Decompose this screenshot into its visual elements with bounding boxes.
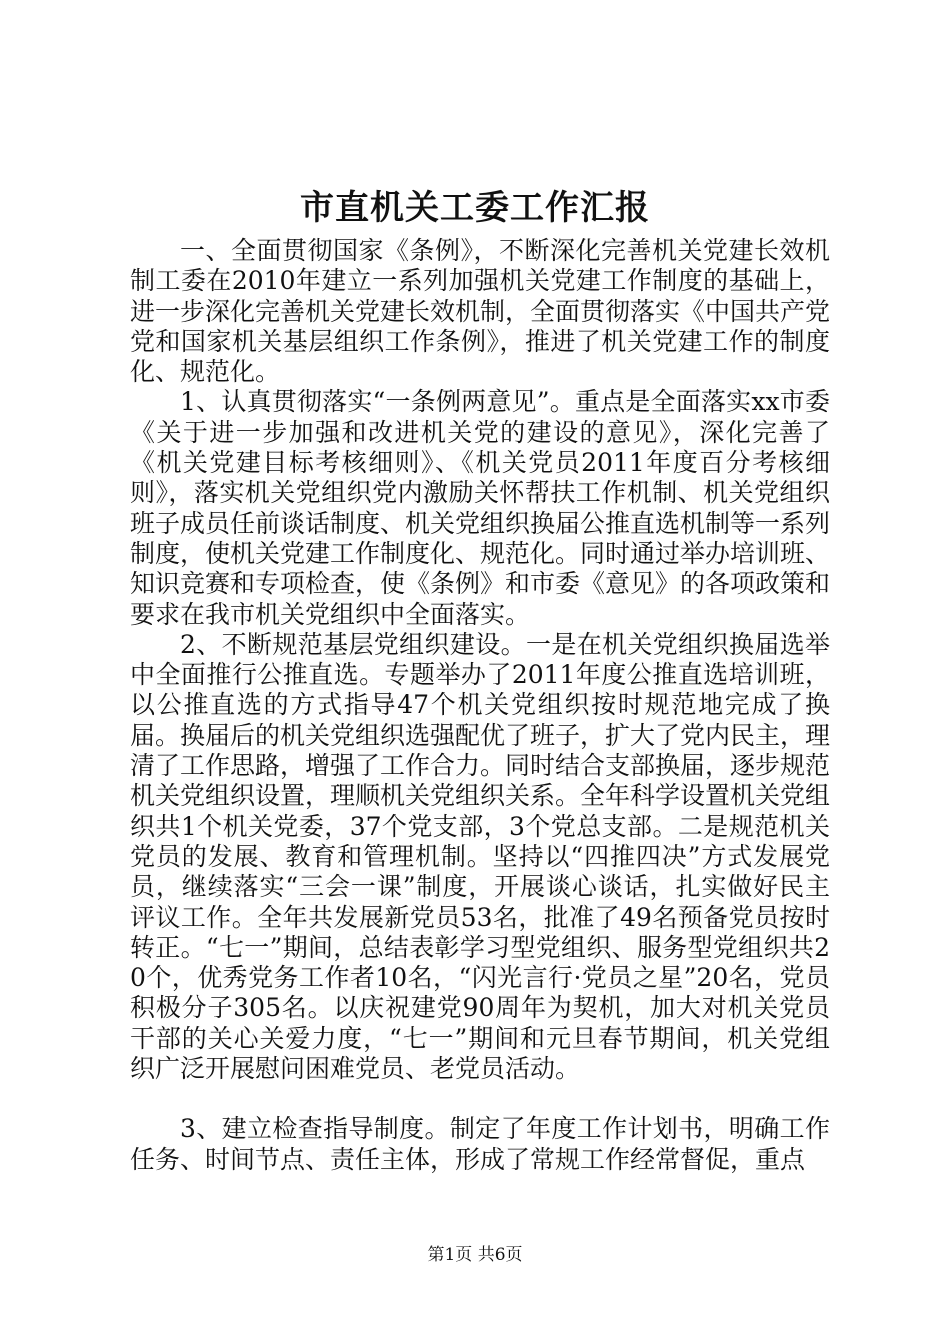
paragraph-3: 2、不断规范基层党组织建设。一是在机关党组织换届选举中全面推行公推直选。专题举办了2011年度公推直选培训班，以公推直选的方式指导47个机关党组织按时规范地完成了换届。换届后的机关党组织选强配优了班子，扩大了党内民主，理清了工作思路，增强了工作合力。同时结合支部换届，逐步规范机关党组织设置，理顺机关党组织关系。全年科学设置机关党组织共1个机关党委，37个党支部，3个党总支部。二是规范机关党员的发展、教育和管理机制。坚持以“四推四决”方式发展党员，继续落实“三会一课”制度，开展谈心谈话，扎实做好民主评议工作。全年共发展新党员53名，批准了49名预备党员按时转正。“七一”期间，总结表彰学习型党组织、服务型党组织共20个，优秀党务工作者10名，“闪光言行·党员之星”20名，党员积极分子305名。以庆祝建党90周年为契机，加大对机关党员干部的关心关爱力度，“七一”期间和元旦春节期间，机关党组织广泛开展慰问困难党员、老党员活动。 — [130, 629, 831, 1084]
paragraph-spacer — [130, 1084, 830, 1114]
paragraph-4: 3、建立检查指导制度。制定了年度工作计划书，明确工作任务、时间节点、责任主体，形成了常规工作经常督促，重点 — [130, 1114, 830, 1174]
document-body — [130, 236, 830, 1175]
document-title: 市直机关工委工作汇报 — [300, 188, 650, 228]
paragraph-1: 一、全面贯彻国家《条例》，不断深化完善机关党建长效机制工委在2010年建立一系列加强机关党建工作制度的基础上，进一步深化完善机关党建长效机制，全面贯彻落实《中国共产党党和国家机关基层组织工作条例》，推进了机关党建工作的制度化、规范化。 — [130, 236, 831, 387]
paragraph-2: 1、认真贯彻落实“一条例两意见”。重点是全面落实xx市委《关于进一步加强和改进机关党的建设的意见》，深化完善了《机关党建目标考核细则》、《机关党员2011年度百分考核细则》，落实机关党组织党内激励关怀帮扶工作机制、机关党组织班子成员任前谈话制度、机关党组织换届公推直选机制等一系列制度，使机关党建工作制度化、规范化。同时通过举办培训班、知识竞赛和专项检查，使《条例》和市委《意见》的各项政策和要求在我市机关党组织中全面落实。 — [130, 387, 831, 629]
page-number-footer: 第1页 共6页 — [427, 1245, 523, 1265]
